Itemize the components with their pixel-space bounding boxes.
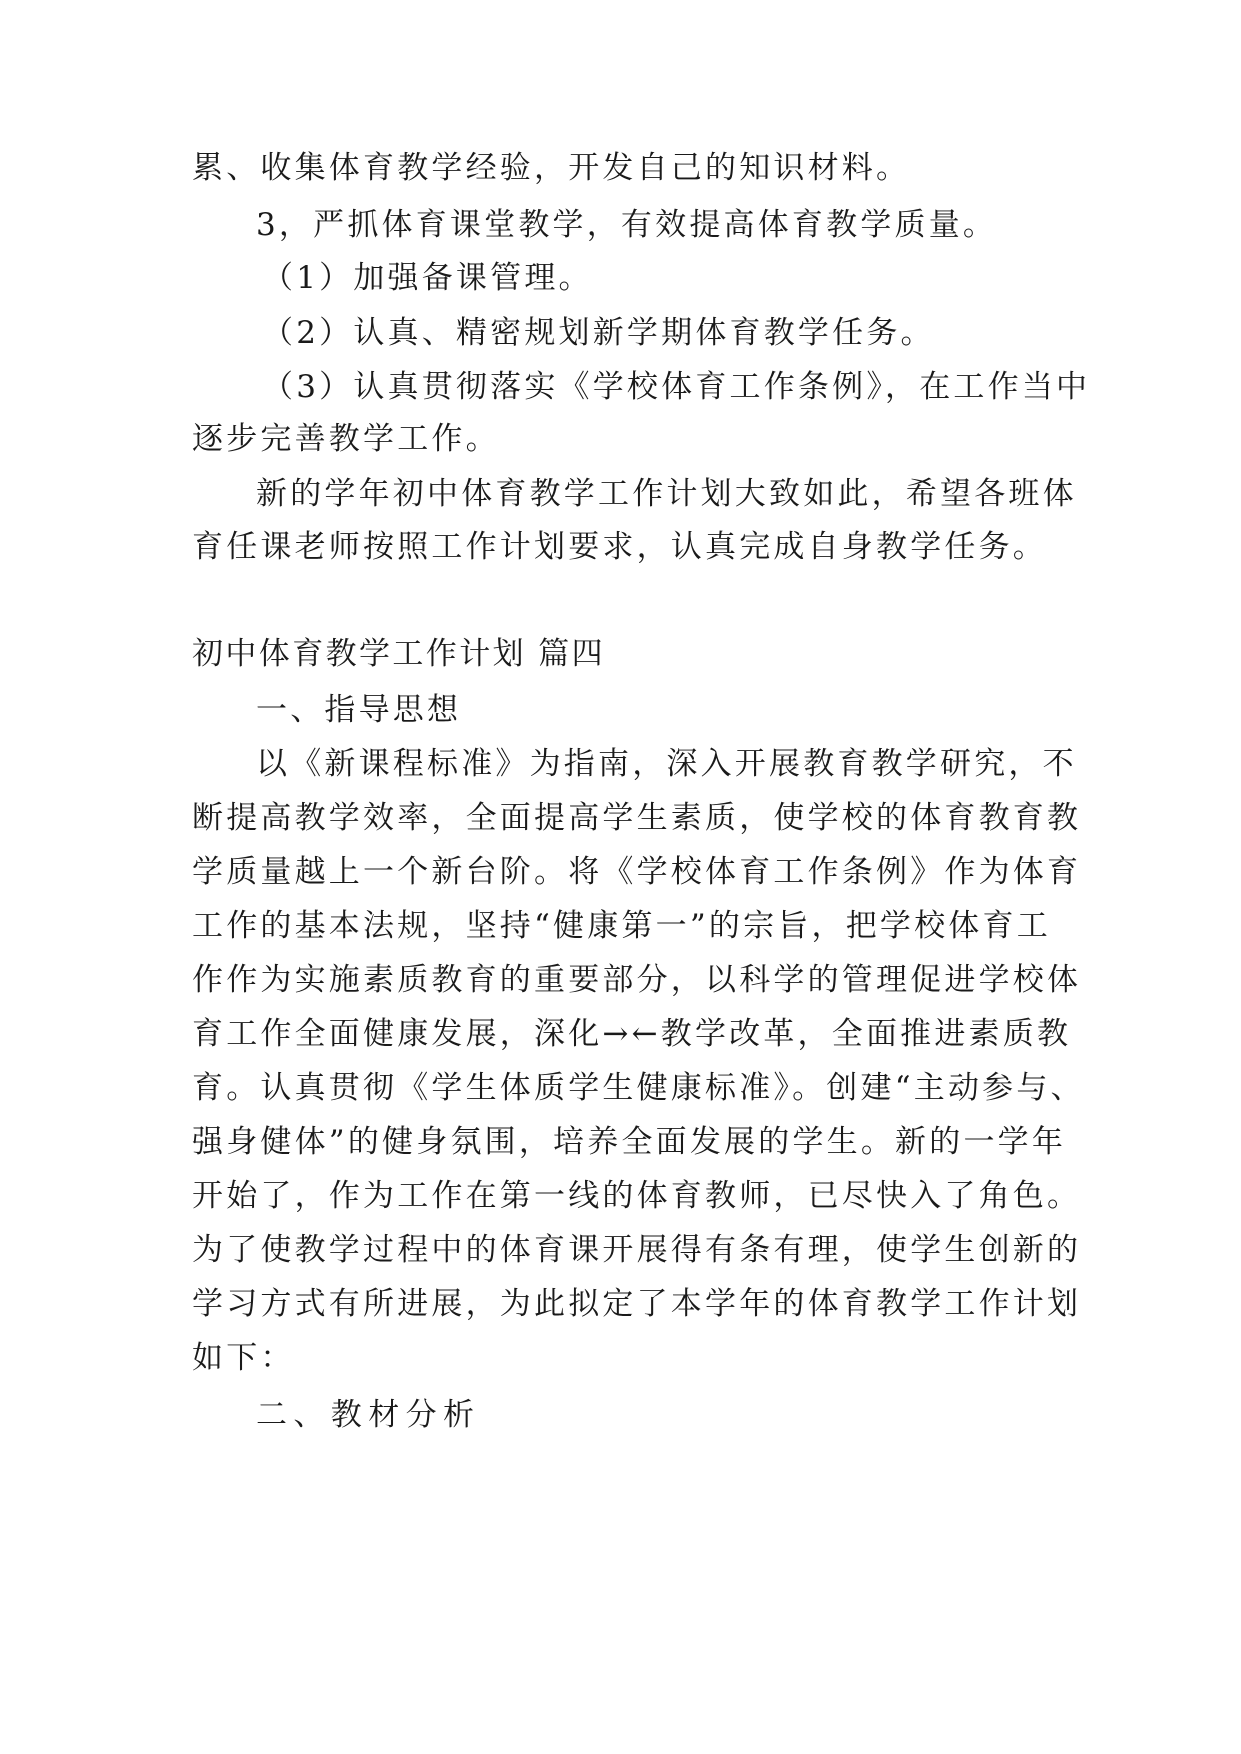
list-item: （3）认真贯彻落实《学校体育工作条例》，在工作当中 [262, 369, 1091, 405]
paragraph-line: 育。认真贯彻《学生体质学生健康标准》。创建“主动参与、 [192, 1070, 1085, 1106]
section-heading: 一、指导思想 [256, 692, 462, 728]
paragraph-line: 学习方式有所进展，为此拟定了本学年的体育教学工作计划 [192, 1286, 1082, 1322]
paragraph-line: 逐步完善教学工作。 [192, 421, 500, 457]
paragraph-line: 作作为实施素质教育的重要部分，以科学的管理促进学校体 [192, 962, 1082, 998]
paragraph-line: 工作的基本法规，坚持“健康第一”的宗旨，把学校体育工 [192, 908, 1051, 944]
paragraph-line: 学质量越上一个新台阶。将《学校体育工作条例》作为体育 [192, 854, 1082, 890]
list-item: （1）加强备课管理。 [262, 260, 593, 296]
paragraph-line: 为了使教学过程中的体育课开展得有条有理，使学生创新的 [192, 1232, 1082, 1268]
list-item: 3，严抓体育课堂教学，有效提高体育教学质量。 [256, 207, 998, 243]
paragraph-line: 开始了，作为工作在第一线的体育教师，已尽快入了角色。 [192, 1178, 1082, 1214]
paragraph-line: 强身健体”的健身氛围，培养全面发展的学生。新的一学年 [192, 1124, 1067, 1160]
list-item: （2）认真、精密规划新学期体育教学任务。 [262, 315, 935, 351]
paragraph-line: 断提高教学效率，全面提高学生素质，使学校的体育教育教 [192, 800, 1082, 836]
paragraph-line: 育工作全面健康发展，深化→←教学改革，全面推进素质教 [192, 1016, 1072, 1052]
section-heading: 二、教材分析 [256, 1397, 481, 1433]
paragraph-line: 新的学年初中体育教学工作计划大致如此，希望各班体 [256, 476, 1077, 512]
paragraph-line: 累、收集体育教学经验，开发自己的知识材料。 [192, 150, 911, 186]
paragraph-line: 如下： [192, 1340, 295, 1376]
section-title: 初中体育教学工作计划 篇四 [192, 636, 606, 672]
paragraph-line: 以《新课程标准》为指南，深入开展教育教学研究，不 [256, 746, 1077, 782]
paragraph-line: 育任课老师按照工作计划要求，认真完成自身教学任务。 [192, 529, 1047, 565]
